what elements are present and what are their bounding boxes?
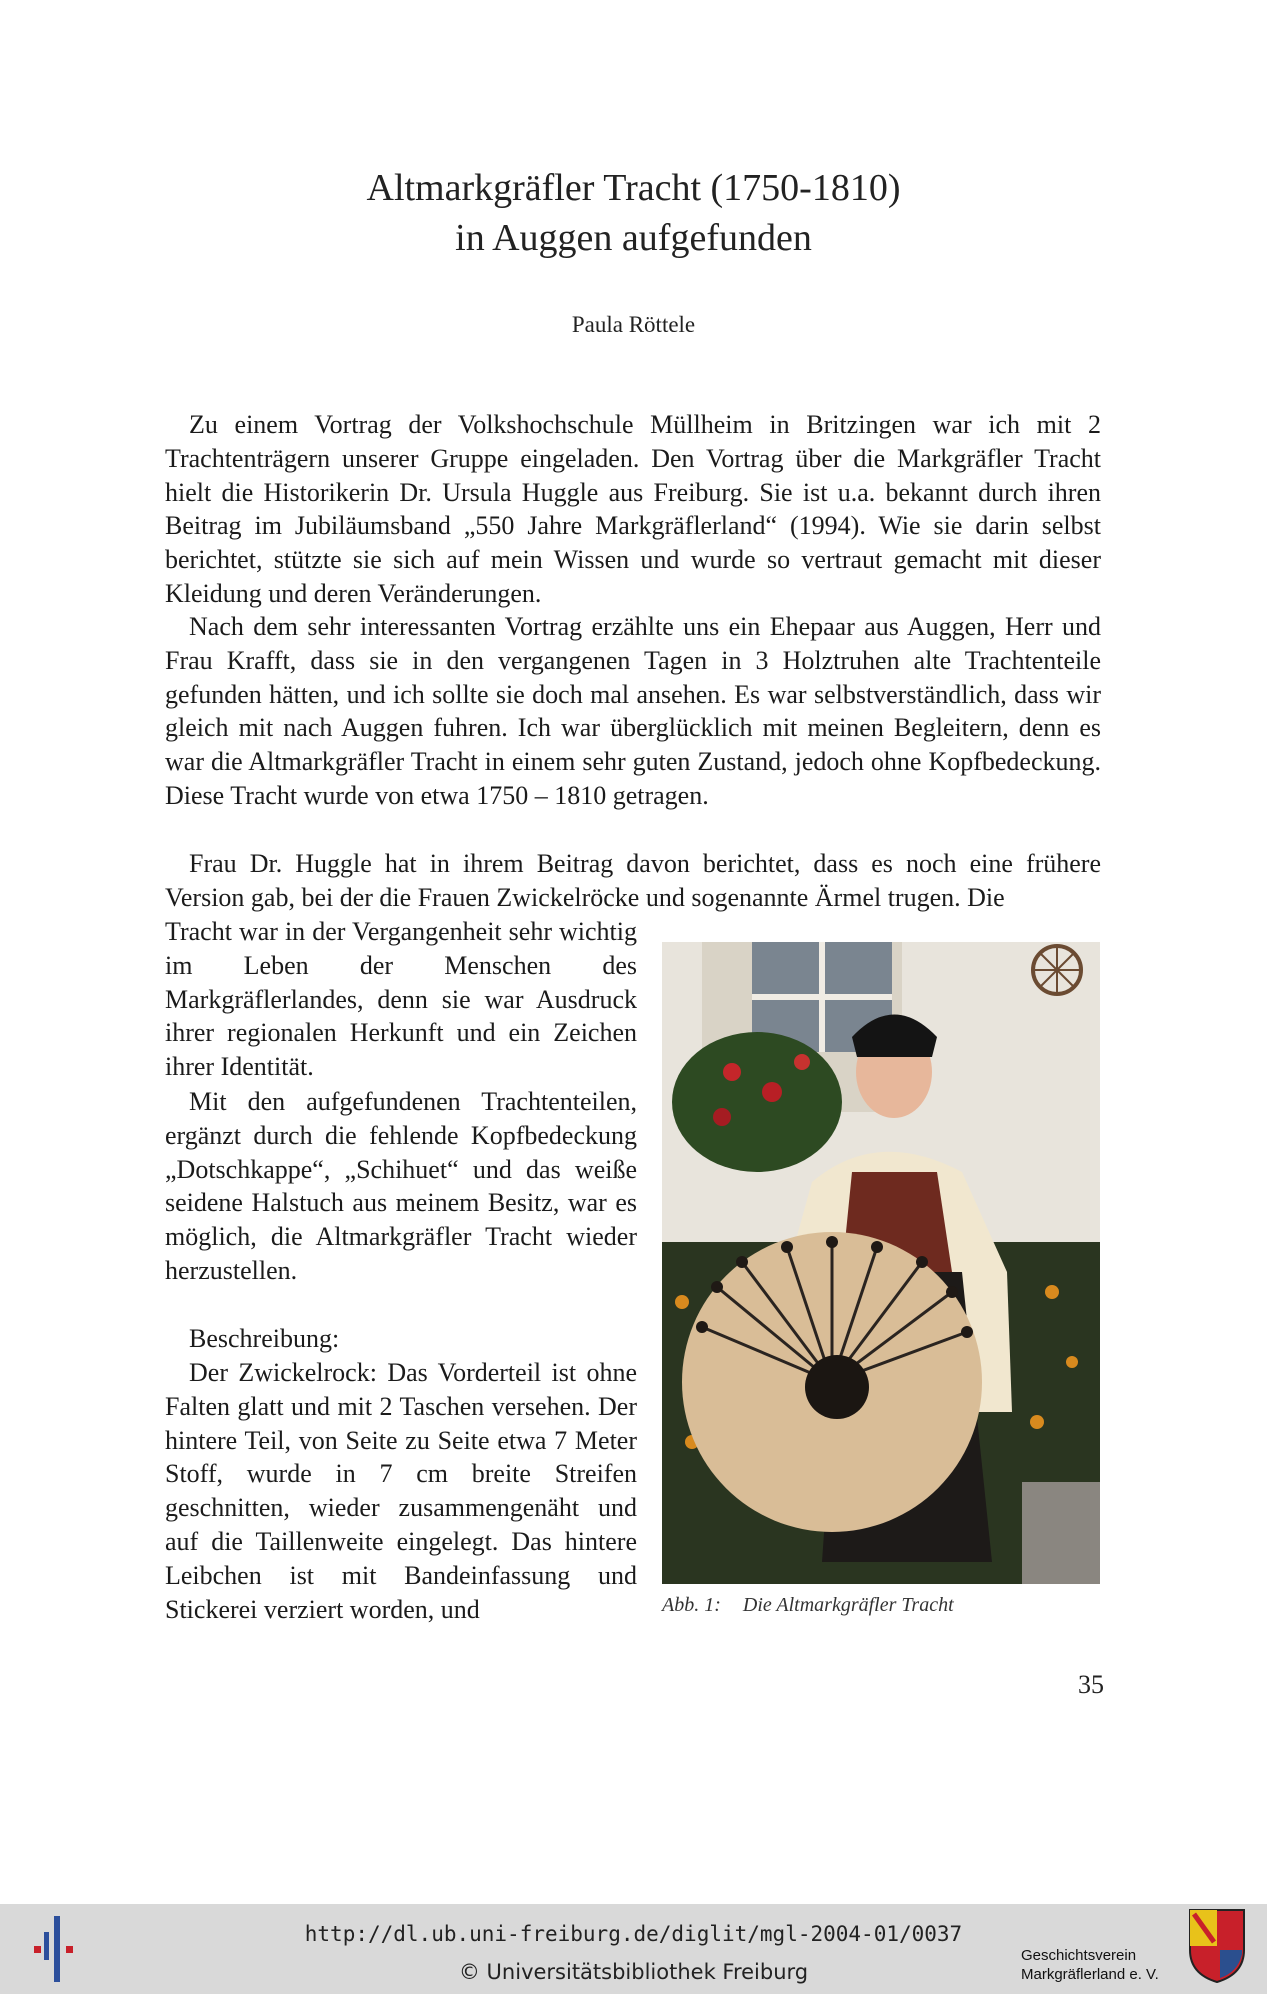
- paragraph-2: Nach dem sehr interessanten Vortrag erzählte uns ein Ehepaar aus Auggen, Herr und Frau Krafft, dass sie in den vergangenen Tagen in 3 Holztruhen alte Trachtenteile gefunden hätten, und ich sollte sie doch mal ansehen. Es war selbstverständlich, dass wir gleich mit nach Auggen fuhren. Ich war überglücklich mit meinen Begleitern, denn es war die Altmarkgräfler Tracht in einem sehr guten Zustand, jedoch ohne Kopfbedeckung. Diese Tracht wurde von etwa 1750 – 1810 getragen.: [165, 612, 1101, 810]
- paragraph-5: Der Zwickelrock: Das Vorderteil ist ohne Falten glatt und mit 2 Taschen versehen. Der hintere Teil, von Seite zu Seite etwa 7 Meter Stoff, wurde in 7 cm breite Streifen geschnitten, wieder zusammengenäht und auf die Taillenweite eingelegt. Das hintere Leibchen ist mit Bandeinfassung und Stickerei verziert worden, und: [165, 1358, 637, 1624]
- title-line-2: in Auggen aufgefunden: [455, 217, 812, 259]
- copyright-notice: © Universitätsbibliothek Freiburg: [458, 1960, 809, 1984]
- society-name-line-2: Markgräflerland e. V.: [1021, 1966, 1159, 1983]
- society-name: [1021, 1946, 1181, 1984]
- society-name-line-1: Geschichtsverein: [1021, 1947, 1137, 1964]
- paragraph-3-continued: Tracht war in der Vergangenheit sehr wichtig im Leben der Menschen des Markgräflerlandes, denn sie war Ausdruck ihrer regionalen Herkunft und ein Zeichen ihrer Identität.: [165, 917, 637, 1082]
- paragraph-4: Mit den aufgefundenen Trachtenteilen, ergänzt durch die fehlende Kopfbedeckung „Dotschkappe“, „Schihuet“ und das weiße seidene Halstuch aus meinem Besitz, war es möglich, die Altmarkgräfler Tracht wieder herzustellen.: [165, 1087, 637, 1285]
- title-line-1: Altmarkgräfler Tracht (1750-1810): [366, 167, 901, 209]
- figure-caption-text: Die Altmarkgräfler Tracht: [742, 1594, 954, 1616]
- figure-label: Abb. 1:: [662, 1594, 721, 1616]
- author-name: Paula Röttele: [571, 312, 696, 337]
- paragraph-1: Zu einem Vortrag der Volkshochschule Müllheim in Britzingen war ich mit 2 Trachtenträgern unserer Gruppe eingeladen. Den Vortrag über die Markgräfler Tracht hielt die Historikerin Dr. Ursula Huggle aus Freiburg. Sie ist u.a. bekannt durch ihren Beitrag im Jubiläumsband „550 Jahre Markgräflerland“ (1994). Wie sie darin selbst berichtet, stützte sie sich auf mein Wissen und wurde so vertraut gemacht mit dieser Kleidung und deren Veränderungen.: [165, 410, 1101, 608]
- figure-caption: [662, 1594, 1100, 1617]
- coat-of-arms-icon: [1188, 1908, 1246, 1989]
- section-heading: Beschreibung:: [189, 1324, 340, 1353]
- paragraph-3: Frau Dr. Huggle hat in ihrem Beitrag davon berichtet, dass es noch eine frühere Version gab, bei der die Frauen Zwickelröcke und sogenannte Ärmel trugen. Die: [165, 849, 1101, 912]
- page-number: 35: [1078, 1670, 1104, 1699]
- costume-photo: [662, 942, 1100, 1584]
- source-url-link[interactable]: http://dl.ub.uni-freiburg.de/diglit/mgl-2004-01/0037: [304, 1922, 963, 1946]
- article-title: [0, 163, 1267, 263]
